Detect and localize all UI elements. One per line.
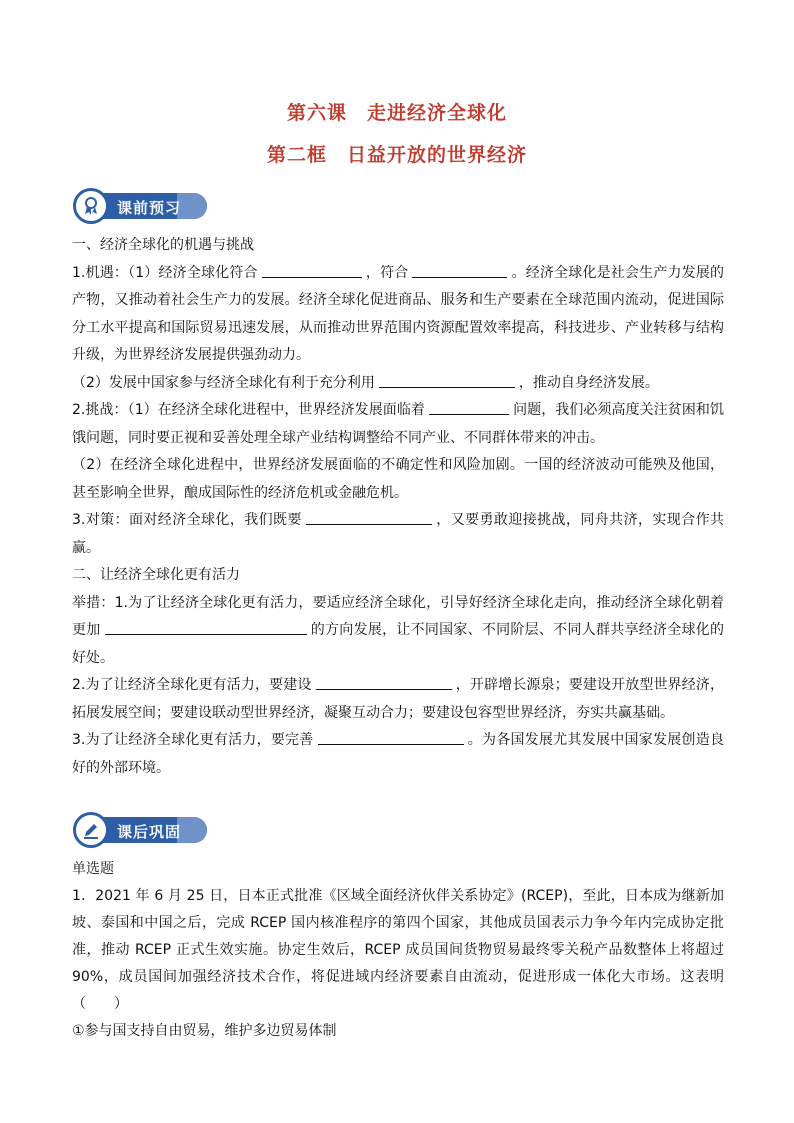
paragraph-developing-countries: （2）发展中国家参与经济全球化有利于充分利用 ，推动自身经济发展。 <box>72 370 724 398</box>
review-banner <box>73 812 209 848</box>
fill-blank[interactable] <box>379 370 515 388</box>
review-banner-label: 课后巩固 <box>117 823 182 841</box>
fill-blank[interactable] <box>105 617 307 635</box>
paragraph-challenge-2: （2）在经济全球化进程中，世界经济发展面临的不确定性和风险加剧。一国的经济波动可能殃及他国，甚至影响全世界，酿成国际性的经济危机或金融危机。 <box>72 457 724 501</box>
fill-blank[interactable] <box>316 672 452 690</box>
lesson-title: 第六课 走进经济全球化 <box>286 102 507 124</box>
paragraph-countermeasure: 3.对策：面对经济全球化，我们既要 ，又要勇敢迎接挑战，同舟共济，实现合作共赢。 <box>72 507 724 562</box>
preview-banner-label: 课前预习 <box>117 199 182 217</box>
heading-more-vitality: 二、让经济全球化更有活力 <box>72 567 240 583</box>
heading-opportunities-challenges: 一、经济全球化的机遇与挑战 <box>72 237 254 253</box>
paragraph-opportunity: 1.机遇：（1）经济全球化符合 ，符合 。经济全球化是社会生产力发展的产物，又推动着社会生产力的发展。经济全球化促进商品、服务和生产要素在全球范围内流动，促进国际分工水平提高和国际贸易迅速发展，从而推动世界范围内资源配置效率提高，科技进步、产业转移与结构升级，为世界经济发展提供强劲动力。 <box>72 260 724 370</box>
fill-blank[interactable] <box>262 260 362 278</box>
preview-banner <box>73 188 209 224</box>
fill-blank[interactable] <box>412 260 507 278</box>
fill-blank[interactable] <box>318 727 464 745</box>
pencil-icon <box>73 812 109 848</box>
paragraph-measure-3: 3.为了让经济全球化更有活力，要完善 。为各国发展尤其发展中国家发展创造良好的外部环境。 <box>72 727 724 782</box>
review-content <box>72 856 724 1045</box>
paragraph-measure-2: 2.为了让经济全球化更有活力，要建设 ，开辟增长源泉；要建设开放型世界经济，拓展发展空间；要建设联动型世界经济，凝聚互动合力；要建设包容型世界经济，夯实共赢基础。 <box>72 672 724 727</box>
question-1: 1．2021 年 6 月 25 日，日本正式批准《区域全面经济伙伴关系协定》(RCEP)，至此，日本成为继新加坡、泰国和中国之后，完成 RCEP 国内核准程序的第四个国家，其他成员国表示力争今年内完成协定批准，推动 RCEP 正式生效实施。协定生效后，RCEP 成员国间货物贸易最终零关税产品数整体上将超过 90%，成员国间加强经济技术合作，将促进域内经济要素自由流动，促进形成一体化大市场。这表明（ ） <box>72 888 724 1012</box>
paragraph-challenge-1: 2.挑战：（1）在经济全球化进程中，世界经济发展面临着 问题，我们必须高度关注贫困和饥饿问题，同时要正视和妥善处理全球产业结构调整给不同产业、不同群体带来的冲击。 <box>72 397 724 452</box>
fill-blank[interactable] <box>306 507 432 525</box>
section-label-single-choice: 单选题 <box>72 861 114 877</box>
section-title: 第二框 日益开放的世界经济 <box>266 144 527 166</box>
fill-blank[interactable] <box>429 397 509 415</box>
preview-content <box>72 232 724 782</box>
option-1[interactable]: ①参与国支持自由贸易，维护多边贸易体制 <box>72 1023 337 1039</box>
paragraph-measure-1: 举措：1.为了让经济全球化更有活力，要适应经济全球化，引导好经济全球化走向，推动经济全球化朝着更加 的方向发展，让不同国家、不同阶层、不同人群共享经济全球化的好处。 <box>72 594 725 666</box>
ribbon-medal-icon <box>73 188 109 224</box>
